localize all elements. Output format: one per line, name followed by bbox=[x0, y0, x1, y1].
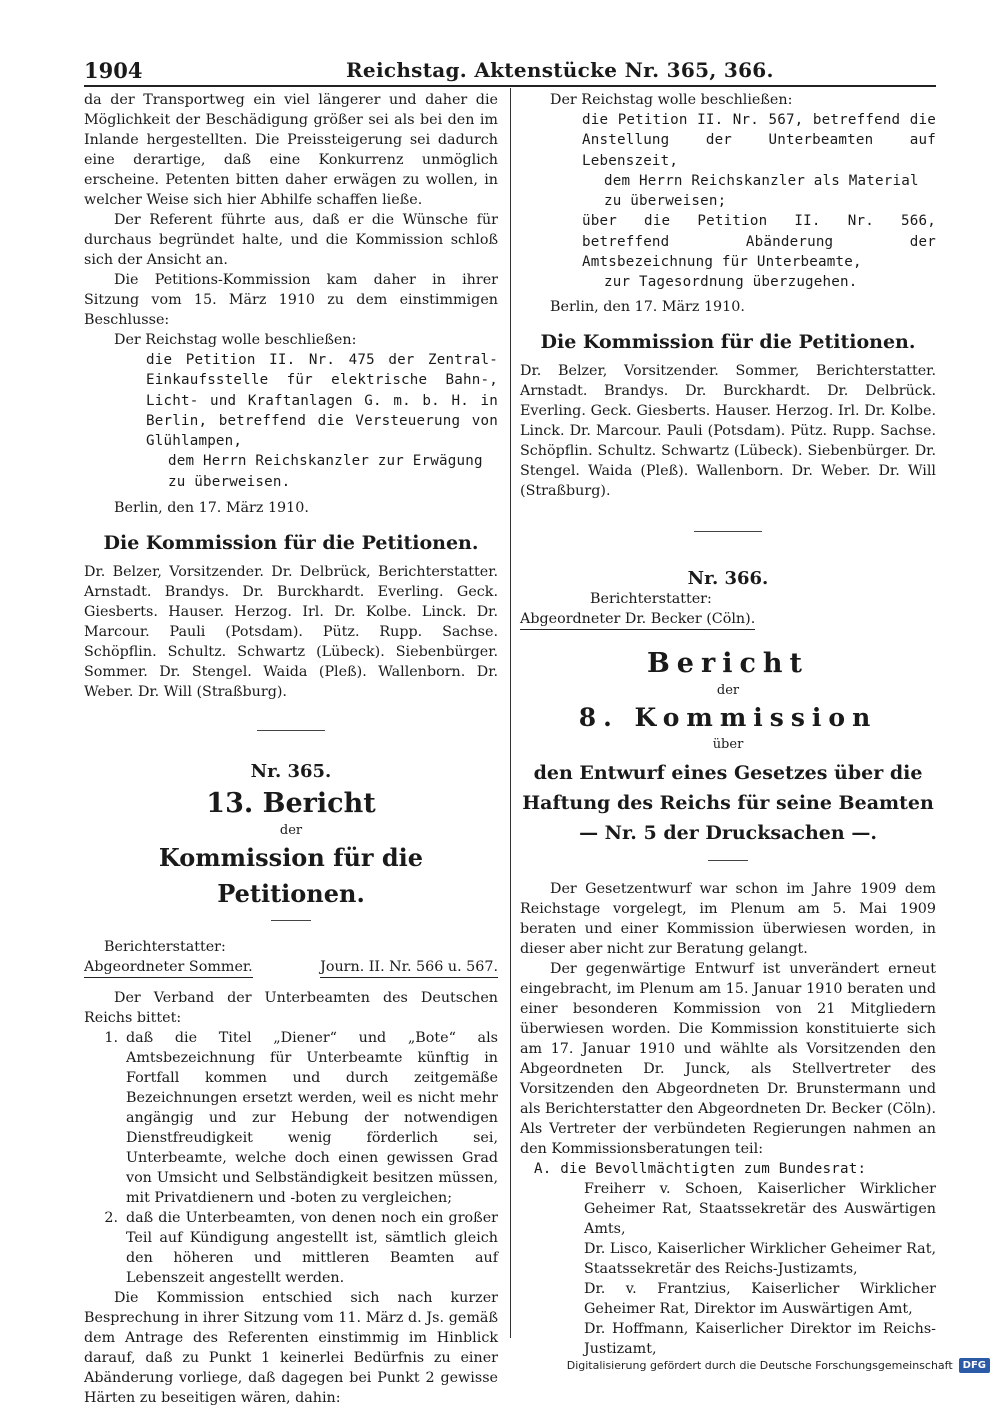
paragraph: Der gegenwärtige Entwurf ist unverändert erneut eingebracht, im Plenum am 15. Januar 1910 beraten und einer besonderen Kommission von 21 Mitgliedern überwiesen worden. Die Kommission konstituierte sich am 17. Januar 1910 und wählte als Vorsitzenden den Abgeordneten Dr. Junck, als Stellvertreter des Vorsitzenden den Abgeordneten Dr. Brunstermann und als Berichterstatter den Abgeordneten Dr. Becker (Cöln). Als Vertreter der verbündeten Regierungen nahmen an den Kommissionsberatungen teil: bbox=[520, 960, 936, 1157]
report-title: 13. Bericht bbox=[206, 788, 376, 820]
bill-subject: den Entwurf eines Gesetzes über die Haftung des Reichs für seine Beamten — Nr. 5 der Drucksachen —. bbox=[522, 761, 934, 844]
running-title: Reichstag. Aktenstücke Nr. 365, 366. bbox=[346, 58, 774, 82]
resolution-text: dem Herrn Reichskanzler zur Erwägung zu überweisen. bbox=[168, 453, 483, 490]
nr-heading: Nr. 366. bbox=[687, 567, 769, 589]
report-title: Bericht bbox=[646, 647, 810, 679]
report-subtitle: Kommission für die Petitionen. bbox=[158, 843, 424, 909]
paragraph: Die Petitions-Kommission kam daher in ihrer Sitzung vom 15. März 1910 zu dem einstimmigen Beschlusse: bbox=[84, 272, 498, 328]
resolution-text: dem Herrn Reichskanzler als Material zu überweisen; bbox=[604, 172, 919, 210]
page-number: 1904 bbox=[84, 58, 143, 83]
resolution-text: über die Petition II. Nr. 566, betreffend Abänderung der Amtsbezeichnung für Unterbeamte, bbox=[582, 213, 936, 271]
rapporteur-label: Berichterstatter: bbox=[590, 590, 712, 607]
der-label: der bbox=[716, 682, 740, 698]
column-divider bbox=[510, 88, 511, 1338]
rapporteur-name: Abgeordneter Dr. Becker (Cöln). bbox=[520, 609, 755, 630]
list-text: daß die Titel „Diener“ und „Bote“ als Amtsbezeichnung für Unterbeamte künftig in Fortfall kommen und durch zeitgemäße Bezeichnungen ersetzt werden, weil es nicht mehr angängig und zur Hebung der notwendigen Dienstfreudigkeit wenig förderlich sei, Unterbeamte, welche doch einen gewissen Grad von Umsicht und Selbständigkeit besitzen müssen, mit Privatdienern und -boten zu vergleichen; bbox=[126, 1030, 498, 1207]
list-item bbox=[84, 1028, 498, 1208]
delegate-entry: Freiherr v. Schoen, Kaiserlicher Wirklicher Geheimer Rat, Staatssekretär des Auswärtigen Amts, bbox=[584, 1180, 936, 1237]
member-list: Dr. Belzer, Vorsitzender. Sommer, Berichterstatter. Arnstadt. Brandys. Dr. Burckhardt. Dr. Delbrück. Everling. Geck. Giesberts. Hauser. Herzog. Irl. Dr. Kolbe. Linck. Dr. Marcour. Pauli (Potsdam). Pütz. Rupp. Sachse. Schöpflin. Schultz. Schwartz (Lübeck). Siebenbürger. Dr. Stengel. Waida (Pleß). Wallenborn. Dr. Weber. Dr. Will (Straßburg). bbox=[520, 362, 936, 499]
list-text: daß die Unterbeamten, von denen noch ein großer Teil auf Kündigung angestellt ist, sämtlich gleich den höheren und mittleren Beamten auf Lebenszeit angestellt werden. bbox=[126, 1210, 498, 1287]
resolution-text: die Petition II. Nr. 567, betreffend die Anstellung der Unterbeamten auf Lebenszeit, bbox=[582, 112, 936, 169]
rapporteur-line bbox=[520, 609, 936, 630]
paragraph: Der Reichstag wolle beschließen: bbox=[550, 92, 793, 108]
section-divider bbox=[708, 860, 748, 861]
paragraph: Der Verband der Unterbeamten des Deutschen Reichs bittet: bbox=[84, 990, 498, 1027]
date-line: Berlin, den 17. März 1910. bbox=[114, 500, 309, 517]
journal-reference: Journ. II. Nr. 566 u. 567. bbox=[320, 957, 498, 978]
paragraph: Der Reichstag wolle beschließen: bbox=[114, 332, 357, 348]
section-divider bbox=[257, 730, 325, 731]
member-list: Dr. Belzer, Vorsitzender. Dr. Delbrück, Berichterstatter. Arnstadt. Brandys. Dr. Burckhardt. Everling. Geck. Giesberts. Hauser. Herzog. Irl. Dr. Kolbe. Linck. Dr. Marcour. Pauli (Potsdam). Pütz. Rupp. Sachse. Schöpflin. Schultz. Schwartz (Lübeck). Siebenbürger. Sommer. Dr. Stengel. Waida (Pleß). Wallenborn. Dr. Weber. Dr. Will (Straßburg). bbox=[84, 564, 498, 701]
section-divider bbox=[694, 531, 762, 532]
resolution-text: die Petition II. Nr. 475 der Zentral-Einkaufsstelle für elektrische Bahn-, Licht- und Kraftanlagen G. m. b. H. in Berlin, betreffend die Versteuerung von Glühlampen, bbox=[146, 352, 498, 450]
right-column bbox=[520, 90, 936, 1359]
commission-number-title: 8. Kommission bbox=[578, 702, 878, 732]
dfg-logo: DFG bbox=[959, 1358, 990, 1373]
paragraph: Der Referent führte aus, daß er die Wünsche für durchaus begründet halte, und die Kommission schloß sich der Ansicht an. bbox=[84, 212, 498, 268]
delegate-entry: Dr. Lisco, Kaiserlicher Wirklicher Geheimer Rat, Staatssekretär des Reichs-Justizamts, bbox=[584, 1240, 936, 1277]
footer-text: Digitalisierung gefördert durch die Deutsche Forschungsgemeinschaft bbox=[566, 1359, 953, 1372]
paragraph: Die Kommission entschied sich nach kurzer Besprechung in ihrer Sitzung vom 11. März d. Js. gemäß dem Antrage des Referenten einstimmig im Hinblick darauf, daß zu Punkt 1 keinerlei Bedürfnis zu einer Abänderung vorliege, daß dagegen bei Punkt 2 gewisse Härten zu beseitigen wären, dahin: bbox=[84, 1290, 498, 1407]
rapporteur-name: Abgeordneter Sommer. bbox=[84, 957, 253, 978]
list-number: 2. bbox=[104, 1210, 118, 1227]
delegate-entry: Dr. Hoffmann, Kaiserlicher Direktor im Reichs-Justizamt, bbox=[584, 1320, 936, 1357]
list-item bbox=[84, 1208, 498, 1288]
paragraph: da der Transportweg ein viel längerer und daher die Möglichkeit der Beschädigung größer sei als bei den im Inlande hergestellten. Die Preissteigerung sei dadurch eine derartige, daß eine Konkurrenz unmöglich erscheine. Petenten bitten daher erwägen zu wollen, in welcher Weise sich hier Abhilfe schaffen ließe. bbox=[84, 92, 498, 208]
list-number: 1. bbox=[104, 1030, 118, 1047]
left-column bbox=[84, 90, 498, 1408]
paragraph: Der Gesetzentwurf war schon im Jahre 1909 dem Reichstage vorgelegt, im Plenum am 5. Mai 1909 beraten und einer Kommission überwiesen worden, in dieser aber nicht zur Beratung gelangt. bbox=[520, 880, 936, 957]
der-label: der bbox=[279, 823, 303, 839]
commission-title: Die Kommission für die Petitionen. bbox=[540, 330, 916, 353]
page-header bbox=[84, 58, 936, 84]
commission-title: Die Kommission für die Petitionen. bbox=[103, 532, 479, 555]
nr-heading: Nr. 365. bbox=[250, 761, 332, 783]
rapporteur-row bbox=[84, 957, 498, 978]
section-divider bbox=[271, 920, 311, 921]
resolution-text: zur Tagesordnung überzugehen. bbox=[604, 274, 858, 291]
footer-credit bbox=[567, 1358, 990, 1373]
ueber-label: über bbox=[712, 736, 744, 752]
rapporteur-label: Berichterstatter: bbox=[104, 939, 226, 956]
date-line: Berlin, den 17. März 1910. bbox=[550, 298, 745, 315]
delegate-entry: Dr. v. Frantzius, Kaiserlicher Wirklicher Geheimer Rat, Direktor im Auswärtigen Amt, bbox=[584, 1280, 936, 1317]
header-rule bbox=[84, 85, 936, 87]
section-label: A. die Bevollmächtigten zum Bundesrat: bbox=[534, 1160, 867, 1177]
